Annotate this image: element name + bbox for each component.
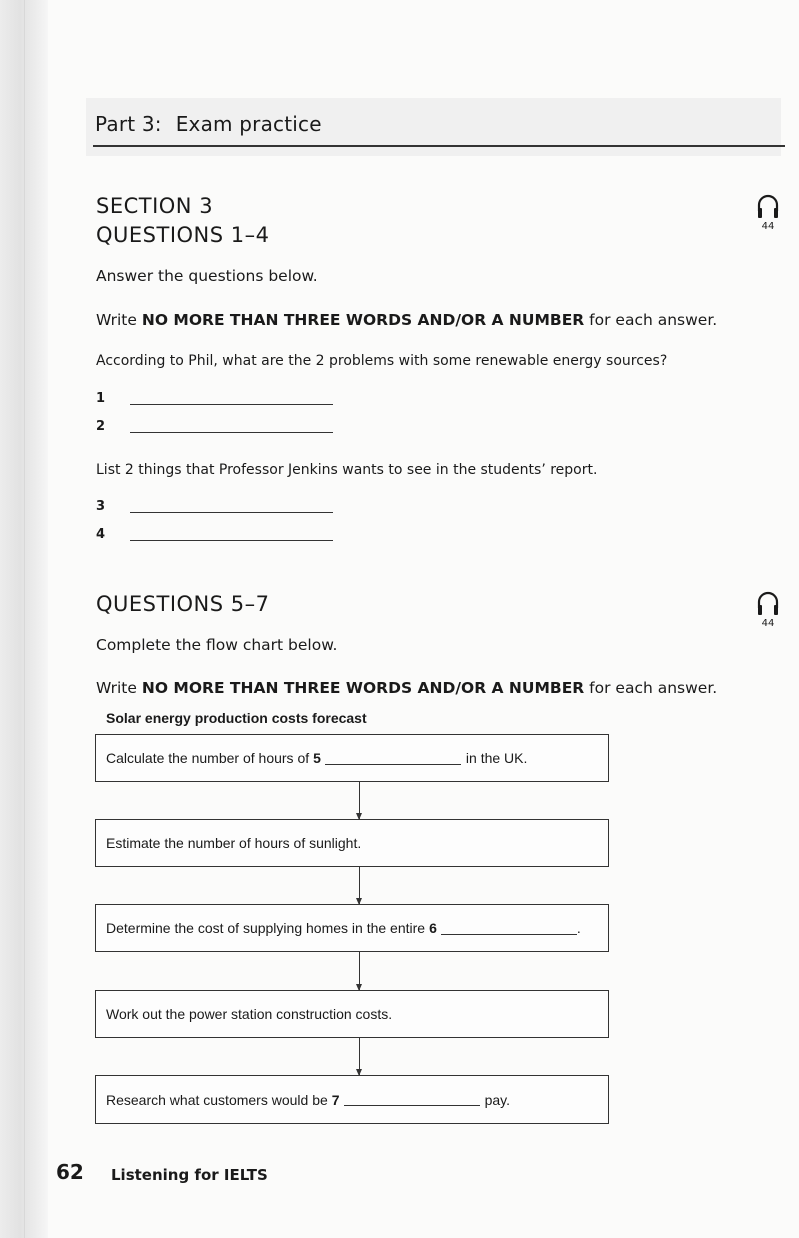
part-title: Exam practice — [175, 112, 322, 136]
headphones-icon — [755, 590, 781, 618]
question-prompt: According to Phil, what are the 2 problems with some renewable energy sources? — [96, 353, 668, 369]
rule-emphasis: NO MORE THAN THREE WORDS AND/OR A NUMBER — [141, 311, 585, 329]
question-number: 2 — [96, 419, 106, 434]
answer-blank[interactable] — [325, 752, 461, 765]
step-text: Calculate the number of hours of — [106, 750, 310, 766]
flowchart-step-2 — [95, 819, 609, 867]
answer-field[interactable] — [96, 527, 336, 547]
rule-prefix: Write — [96, 311, 142, 329]
flow-arrow — [359, 867, 360, 904]
page-number: 62 — [56, 1160, 84, 1184]
section-title — [96, 192, 270, 250]
step-text: Work out the power station construction costs. — [106, 1006, 393, 1022]
part-heading — [95, 112, 322, 136]
flow-arrow — [359, 782, 360, 819]
word-limit-rule — [96, 311, 717, 329]
flow-arrow — [359, 1038, 360, 1075]
track-number: 44 — [761, 618, 775, 629]
rule-prefix: Write — [96, 679, 142, 697]
flowchart-step-3 — [95, 904, 609, 952]
answer-field[interactable] — [96, 391, 336, 411]
spine-crease — [24, 0, 25, 1238]
book-title: Listening for IELTS — [111, 1166, 268, 1184]
word-limit-rule — [96, 679, 717, 697]
rule-emphasis: NO MORE THAN THREE WORDS AND/OR A NUMBER — [141, 679, 585, 697]
answer-field[interactable] — [96, 499, 336, 519]
rule-suffix: for each answer. — [584, 311, 718, 329]
step-text: . — [576, 920, 581, 936]
answer-field[interactable] — [96, 419, 336, 439]
question-prompt: List 2 things that Professor Jenkins wants to see in the students’ report. — [96, 462, 598, 478]
section-label: SECTION 3 — [96, 194, 214, 218]
instruction-text: Answer the questions below. — [96, 267, 318, 285]
step-text: Research what customers would be — [106, 1091, 328, 1108]
headphones-icon — [755, 193, 781, 221]
flowchart-title: Solar energy production costs forecast — [106, 710, 367, 726]
questions-range-label: QUESTIONS 1–4 — [96, 223, 270, 247]
step-text: Determine the cost of supplying homes in the entire — [106, 920, 426, 936]
step-text: pay. — [484, 1091, 511, 1108]
answer-blank[interactable] — [130, 432, 333, 433]
heading-rule — [93, 145, 785, 147]
question-number: 5 — [313, 750, 321, 766]
flowchart-step-1 — [95, 734, 609, 782]
answer-blank[interactable] — [130, 404, 333, 405]
instruction-text: Complete the flow chart below. — [96, 636, 338, 654]
audio-track-indicator — [753, 590, 783, 636]
question-number: 7 — [331, 1091, 340, 1108]
answer-blank[interactable] — [130, 512, 333, 513]
section-title: QUESTIONS 5–7 — [96, 592, 270, 616]
question-number: 4 — [96, 527, 106, 542]
answer-blank[interactable] — [130, 540, 333, 541]
flow-arrow — [359, 952, 360, 990]
answer-blank[interactable] — [441, 922, 577, 935]
audio-track-indicator — [753, 193, 783, 239]
part-number: Part 3: — [95, 112, 162, 136]
answer-blank[interactable] — [344, 1093, 480, 1106]
question-number: 1 — [96, 391, 106, 406]
track-number: 44 — [761, 221, 775, 232]
step-text: Estimate the number of hours of sunlight. — [106, 835, 362, 851]
question-number: 3 — [96, 499, 106, 514]
rule-suffix: for each answer. — [584, 679, 718, 697]
flowchart-step-5 — [95, 1075, 609, 1124]
flowchart-step-4 — [95, 990, 609, 1038]
question-number: 6 — [429, 920, 437, 936]
step-text: in the UK. — [465, 750, 528, 766]
